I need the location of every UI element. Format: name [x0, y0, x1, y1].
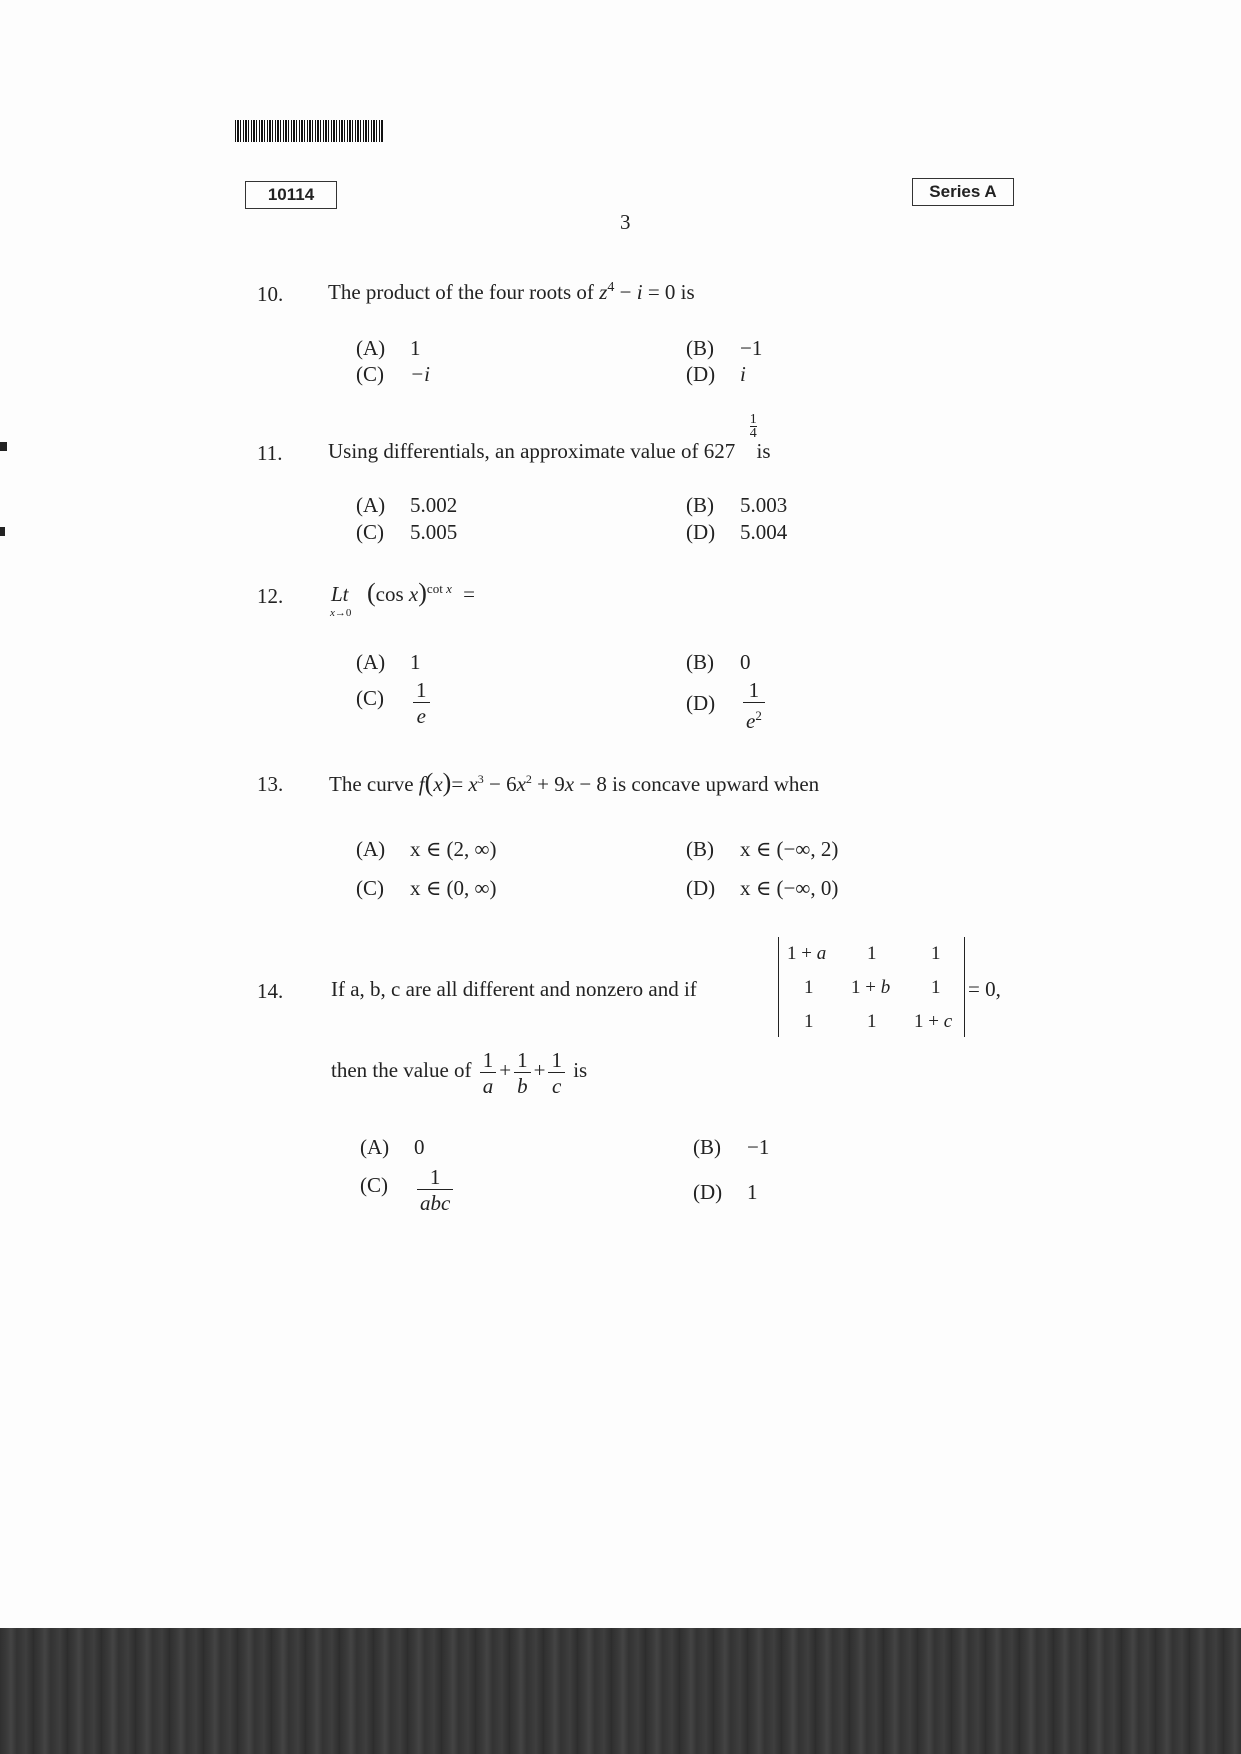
q14-determinant: 1 + a 1 1 1 1 + b 1 1 1 1 + c — [778, 937, 965, 1037]
q11-number: 11. — [257, 441, 283, 465]
q13-option-c: (C) x ∈ (0, ∞) — [356, 876, 497, 900]
q12-option-b: (B) 0 — [686, 650, 751, 674]
q10-option-d: (D) i — [686, 362, 746, 386]
q14-text: If a, b, c are all different and nonzero and if — [331, 977, 697, 1001]
q13-option-d: (D) x ∈ (−∞, 0) — [686, 876, 839, 900]
q14-option-d: (D) 1 — [693, 1180, 758, 1204]
q11-option-d: (D) 5.004 — [686, 520, 788, 544]
page-number: 3 — [620, 210, 631, 234]
q11-option-c: (C) 5.005 — [356, 520, 458, 544]
scanner-bed-strip — [0, 1628, 1241, 1754]
q12-number: 12. — [257, 584, 284, 608]
q13-function: $f(x)= x^3 - 6x^2 + 9x - 8$ — [418, 768, 607, 797]
q10-option-b: (B) −1 — [686, 336, 763, 360]
q14-number: 14. — [257, 979, 284, 1003]
q10-option-c: (C) −i — [356, 362, 431, 386]
barcode — [235, 120, 383, 142]
q12-option-a: (A) 1 — [356, 650, 421, 674]
q11-option-b: (B) 5.003 — [686, 493, 788, 517]
q10-number: 10. — [257, 282, 284, 306]
q12-limit-expression: Lt x→0 (cos x)$^{cot x}$ = — [330, 578, 475, 619]
scan-edge-mark — [0, 527, 5, 536]
q12-option-c: (C) $\frac{1}{e}$ — [356, 678, 433, 729]
q11-expression: 627 1 4 — [703, 412, 757, 463]
q11-text: Using differentials, an approximate value of 627 1 4 is — [328, 412, 771, 463]
q10-option-a: (A) 1 — [356, 336, 421, 360]
q13-number: 13. — [257, 772, 284, 796]
q13-option-a: (A) x ∈ (2, ∞) — [356, 837, 497, 861]
q13-text: The curve $f(x)= x^3 - 6x^2 + 9x - 8$ is concave upward when — [329, 768, 820, 797]
q10-equation: $z^4 - i = 0$ — [599, 280, 676, 304]
q14-option-c: (C) $\frac{1}{\text{abc}}$ — [360, 1165, 456, 1216]
paper-code-box: 10114 — [245, 181, 337, 209]
q14-option-a: (A) 0 — [360, 1135, 425, 1159]
scan-edge-mark — [0, 442, 7, 451]
q13-option-b: (B) x ∈ (−∞, 2) — [686, 837, 839, 861]
q11-option-a: (A) 5.002 — [356, 493, 458, 517]
q12-option-d: (D) $\frac{1}{e^2}$ — [686, 678, 768, 734]
series-box: Series A — [912, 178, 1014, 206]
q14-option-b: (B) −1 — [693, 1135, 770, 1159]
q14-equals-zero: = 0, — [968, 977, 1001, 1001]
q14-then-text: then the value of $\frac{1}{a}$ + $\frac{1}{b}$ + $\frac{1}{c}$ is — [331, 1048, 588, 1098]
q10-text: The product of the four roots of $z^4 - i = 0$ is — [328, 280, 695, 304]
